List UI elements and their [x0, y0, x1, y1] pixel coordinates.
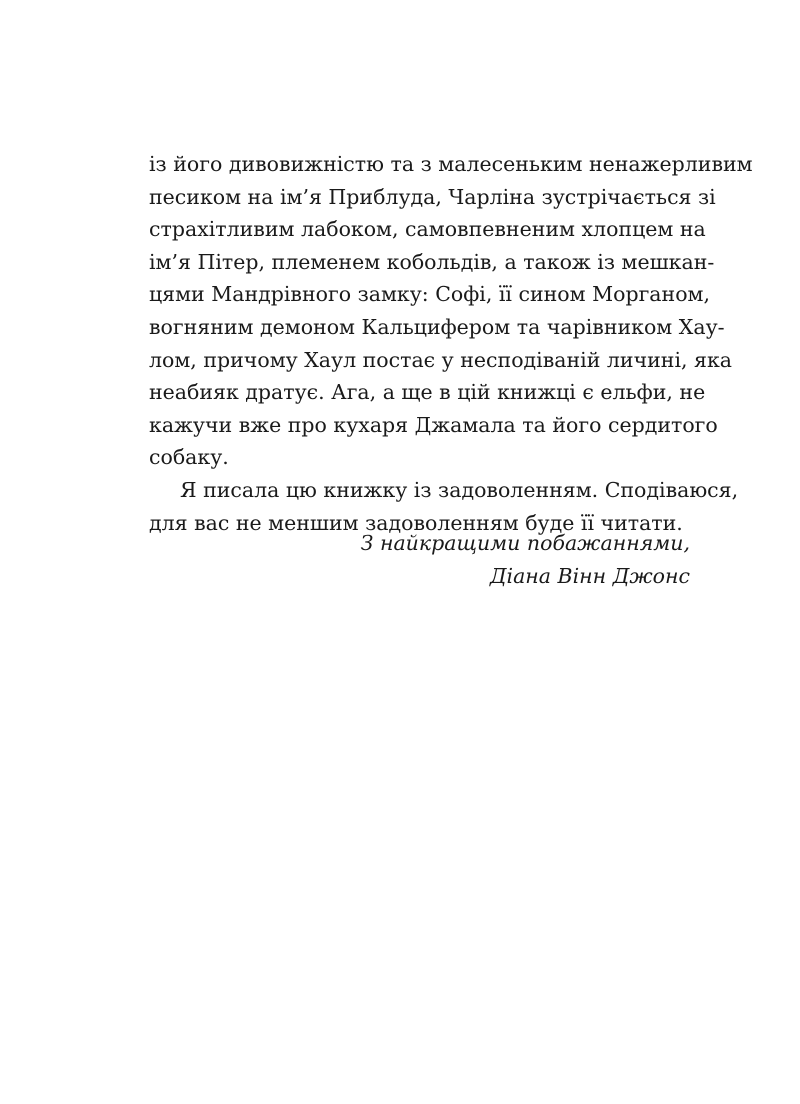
- paragraph-1-line: вогняним демоном Кальцифером та чарівником Хау-: [149, 314, 725, 339]
- paragraph-1-line: лом, причому Хаул постає у несподіваній личині, яка: [149, 347, 732, 372]
- paragraph-1-line: песиком на ім’я Приблуда, Чарліна зустрічається зі: [149, 184, 716, 209]
- paragraph-1-line: страхітливим лабоком, самовпевненим хлопцем на: [149, 217, 706, 242]
- paragraph-1-line: ім’я Пітер, племенем кобольдів, а також із мешкан-: [149, 249, 715, 274]
- signature-closing: З найкращими побажаннями,: [360, 531, 690, 555]
- signature-author: Діана Вінн Джонс: [489, 564, 690, 588]
- signature-block: [361, 527, 690, 593]
- paragraph-2-line: для вас не меншим задоволенням буде її читати.: [149, 510, 683, 535]
- paragraph-1-line: неабияк дратує. Ага, а ще в цій книжці є ельфи, не: [149, 380, 706, 405]
- paragraph-1-line: собаку.: [149, 445, 229, 470]
- body-text: [149, 148, 753, 539]
- paragraph-1-line: із його дивовижністю та з малесеньким ненажерливим: [149, 152, 753, 176]
- paragraph-2-line: Я писала цю книжку із задоволенням. Сподіваюся,: [180, 477, 739, 502]
- paragraph-1-line: цями Мандрівного замку: Софі, її сином Морганом,: [149, 282, 710, 307]
- paragraph-1-line: кажучи вже про кухаря Джамала та його сердитого: [149, 412, 718, 437]
